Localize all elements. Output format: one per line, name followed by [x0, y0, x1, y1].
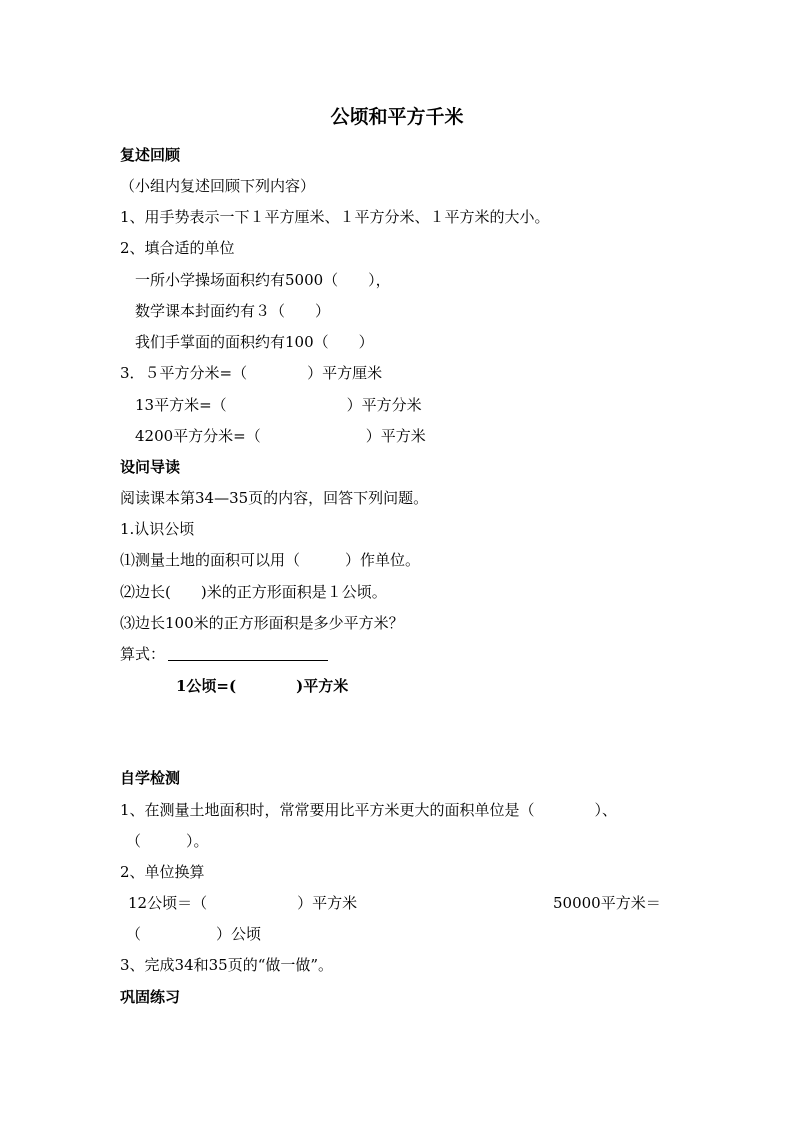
self-check-conversion-a: 12公顷＝（ ）平方米	[128, 894, 358, 912]
review-question-2: 2、填合适的单位	[120, 239, 235, 257]
review-question-2b: 数学课本封面约有３（ ）	[135, 302, 331, 320]
guided-intro: 阅读课本第34—35页的内容，回答下列问题。	[120, 489, 429, 507]
review-question-2a: 一所小学操场面积约有5000（ ），	[135, 271, 391, 289]
self-check-question-1: 1、在测量土地面积时，常常要用比平方米更大的面积单位是（ ）、	[120, 801, 618, 819]
section-heading-review: 复述回顾	[120, 146, 181, 164]
review-note: （小组内复述回顾下列内容）	[120, 177, 316, 195]
self-check-question-3: 3、完成34和35页的“做一做”。	[120, 956, 334, 974]
review-question-1: 1、用手势表示一下１平方厘米、１平方分米、１平方米的大小。	[120, 208, 550, 226]
guided-point-1c: ⑶边长100米的正方形面积是多少平方米？	[120, 614, 404, 632]
review-question-3b: 13平方米=（ ）平方分米	[135, 396, 422, 414]
hectare-result: 1公顷=( )平方米	[176, 677, 349, 695]
formula-answer-line[interactable]	[168, 660, 328, 661]
page-title: 公顷和平方千米	[330, 106, 464, 128]
section-heading-practice: 巩固练习	[120, 988, 181, 1006]
review-question-3c: 4200平方分米=（ ）平方米	[135, 427, 426, 445]
section-heading-self-check: 自学检测	[120, 769, 181, 787]
section-heading-guided-reading: 设问导读	[120, 458, 181, 476]
guided-point-1b: ⑵边长( )米的正方形面积是１公顷。	[120, 583, 387, 601]
review-question-2c: 我们手掌面的面积约有100（ ）	[135, 333, 374, 351]
guided-point-1: 1.认识公顷	[120, 520, 195, 538]
formula-label: 算式：	[120, 645, 166, 663]
self-check-conversion-c: （ ）公顷	[126, 925, 262, 943]
guided-point-1a: ⑴测量土地的面积可以用（ ）作单位。	[120, 551, 421, 569]
self-check-question-1b: （ ）。	[126, 832, 209, 850]
review-question-3: 3．５平方分米=（ ）平方厘米	[120, 364, 383, 382]
self-check-conversion-b: 50000平方米＝	[553, 894, 661, 912]
self-check-question-2: 2、单位换算	[120, 863, 205, 881]
